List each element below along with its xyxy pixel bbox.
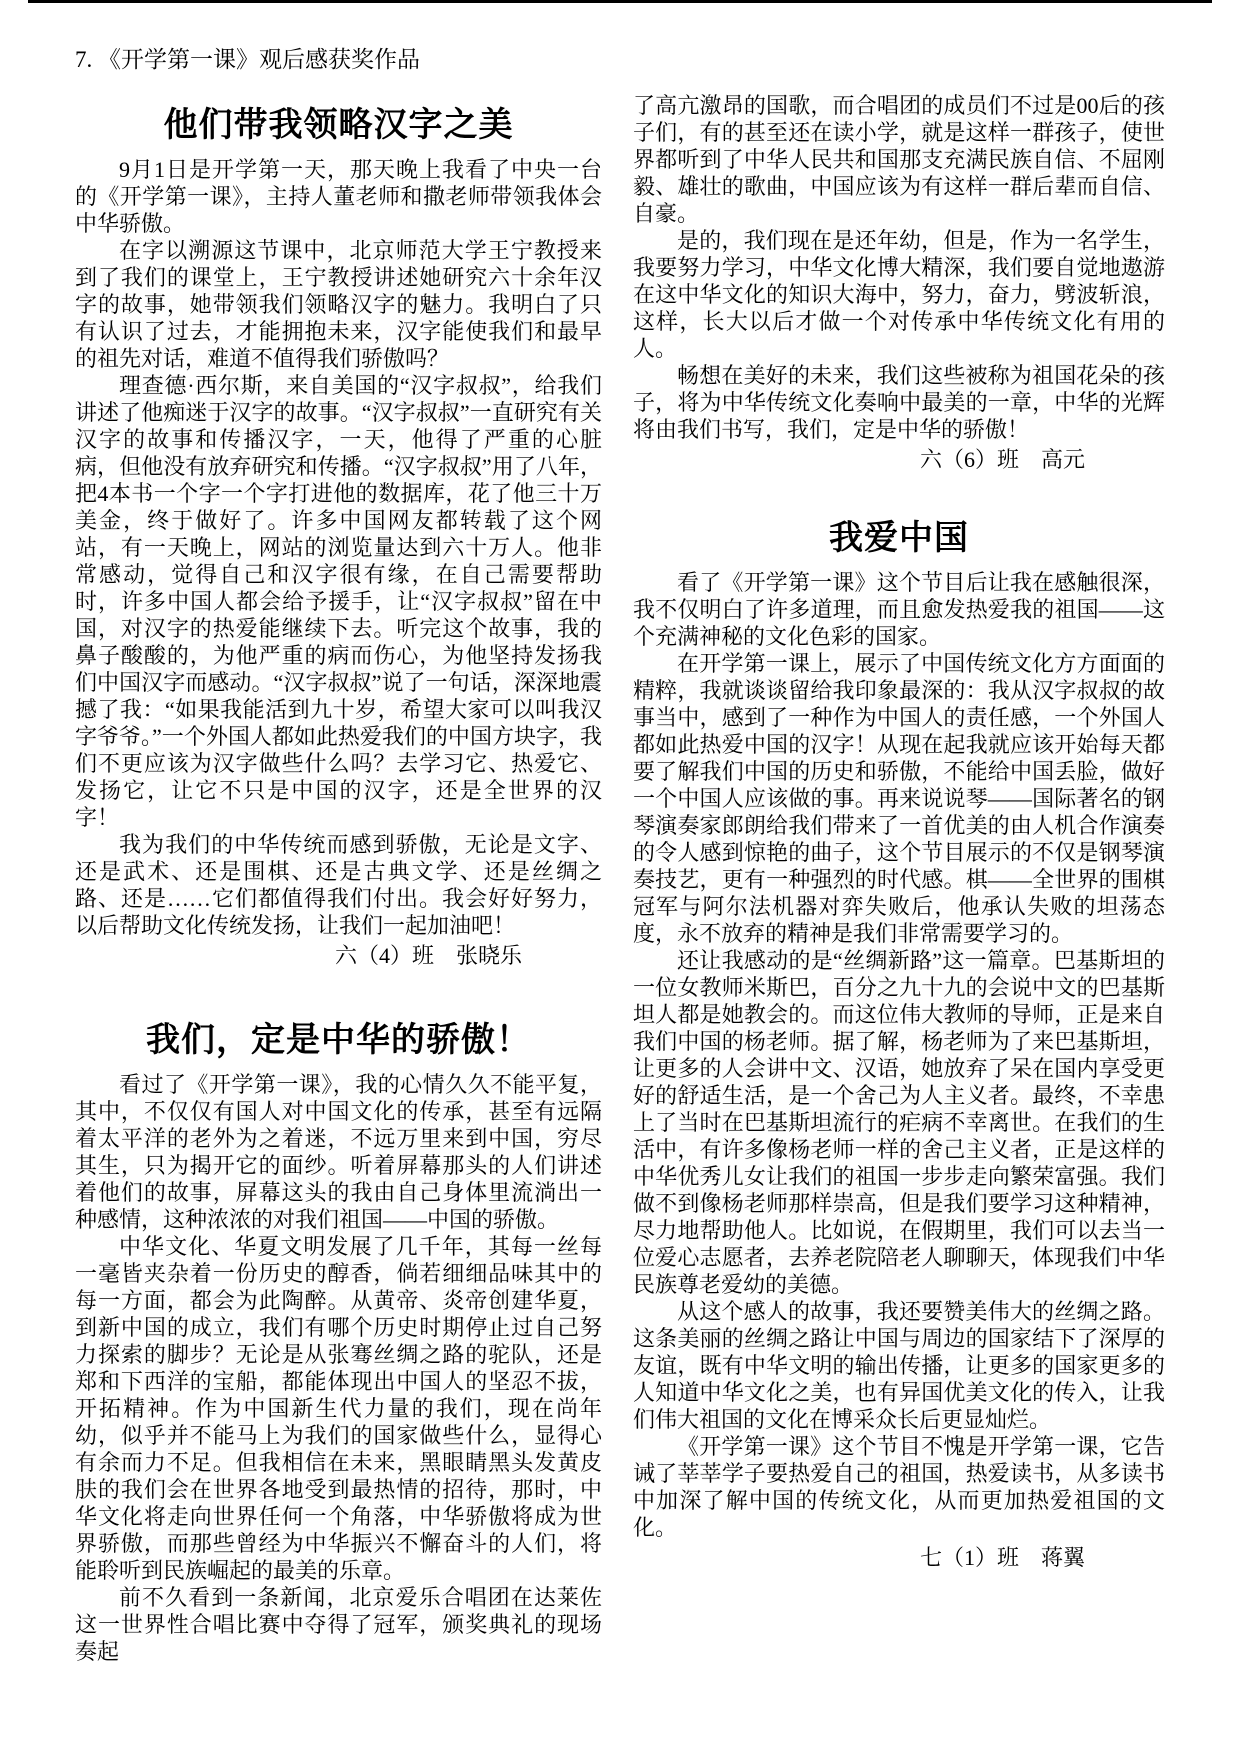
essay2-paragraph-3-right: 了高亢激昂的国歌，而合唱团的成员们不过是00后的孩子们，有的甚至还在读小学，就是这样一群孩子，使世界都听到了中华人民共和国那支充满民族自信、不屈刚毅、雄壮的歌曲，中国应该为有这样一群后辈而自信、自豪。 xyxy=(633,93,1165,226)
top-rule xyxy=(28,0,1212,3)
essay2-signature: 六（6）班 高元 xyxy=(919,447,1085,472)
essay3-paragraph-2: 在开学第一课上，展示了中国传统文化方方面面的精粹，我就谈谈留给我印象最深的：我从汉字叔叔的故事当中，感到了一种作为中国人的责任感，一个外国人都如此热爱中国的汉字！从现在起我就应该开始每天都要了解我们中国的历史和骄傲，不能给中国丢脸，做好一个中国人应该做的事。再来说说琴——国际著名的钢琴演奏家郎朗给我们带来了一首优美的由人机合作演奏的令人感到惊艳的曲子，这个节目展示的不仅是钢琴演奏技艺，更有一种强烈的时代感。棋——全世界的围棋冠军与阿尔法机器对弈失败后，他承认失败的坦荡态度，永不放弃的精神是我们非常需要学习的。 xyxy=(633,651,1165,946)
left-column xyxy=(75,96,602,1665)
essay3-title: 我爱中国 xyxy=(829,520,969,557)
right-column xyxy=(633,92,1165,1571)
essay1-paragraph-2: 在字以溯源这节课中，北京师范大学王宁教授来到了我们的课堂上，王宁教授讲述她研究六十余年汉字的故事，她带领我们领略汉字的魅力。我明白了只有认识了过去，才能拥抱未来，汉字能使我们和最早的祖先对话，难道不值得我们骄傲吗？ xyxy=(75,238,602,371)
essay2-title: 我们，定是中华的骄傲！ xyxy=(146,1022,531,1059)
essay3-signature: 七（1）班 蒋翼 xyxy=(919,1545,1085,1570)
essay3-paragraph-1: 看了《开学第一课》这个节目后让我在感触很深，我不仅明白了许多道理，而且愈发热爱我的祖国——这个充满神秘的文化色彩的国家。 xyxy=(633,570,1165,649)
essay3-paragraph-4: 从这个感人的故事，我还要赞美伟大的丝绸之路。这条美丽的丝绸之路让中国与周边的国家结下了深厚的友谊，既有中华文明的输出传播，让更多的国家更多的人知道中华文化之美，也有异国优美文化的传入，让我们伟大祖国的文化在博采众长后更显灿烂。 xyxy=(633,1299,1165,1432)
essay2-paragraph-2: 中华文化、华夏文明发展了几千年，其每一丝每一毫皆夹杂着一份历史的醇香，倘若细细品味其中的每一方面，都会为此陶醉。从黄帝、炎帝创建华夏，到新中国的成立，我们有哪个历史时期停止过自己努力探索的脚步？无论是从张骞丝绸之路的驼队，还是郑和下西洋的宝船，都能体现出中国人的坚忍不拔，开拓精神。作为中国新生代力量的我们，现在尚年幼，似乎并不能马上为我们的国家做些什么，显得心有余而力不足。但我相信在未来，黑眼睛黑头发黄皮肤的我们会在世界各地受到最热情的招待，那时，中华文化将走向世界任何一个角落，中华骄傲将成为世界骄傲，而那些曾经为中华振兴不懈奋斗的人们，将能聆听到民族崛起的最美的乐章。 xyxy=(75,1234,602,1583)
essay1-paragraph-3: 理查德·西尔斯，来自美国的“汉字叔叔”，给我们讲述了他痴迷于汉字的故事。“汉字叔叔”一直研究有关汉字的故事和传播汉字，一天，他得了严重的心脏病，但他没有放弃研究和传播。“汉字叔叔”用了八年，把4本书一个字一个字打进他的数据库，花了他三十万美金，终于做好了。许多中国网友都转载了这个网站，有一天晚上，网站的浏览量达到六十万人。他非常感动，觉得自己和汉字很有缘，在自己需要帮助时，许多中国人都会给予援手，让“汉字叔叔”留在中国，对汉字的热爱能继续下去。听完这个故事，我的鼻子酸酸的，为他严重的病而伤心，为他坚持发扬我们中国汉字而感动。“汉字叔叔”说了一句话，深深地震撼了我：“如果我能活到九十岁，希望大家可以叫我汉字爷爷。”一个外国人都如此热爱我们的中国方块字，我们不更应该为汉字做些什么吗？去学习它、热爱它、发扬它，让它不只是中国的汉字，还是全世界的汉字！ xyxy=(75,373,602,830)
essay1-paragraph-1: 9月1日是开学第一天，那天晚上我看了中央一台的《开学第一课》，主持人董老师和撒老师带领我体会中华骄傲。 xyxy=(75,157,602,236)
essay2-paragraph-1: 看过了《开学第一课》，我的心情久久不能平复，其中，不仅仅有国人对中国文化的传承，甚至有远隔着太平洋的老外为之着迷，不远万里来到中国，穷尽其生，只为揭开它的面纱。听着屏幕那头的人们讲述着他们的故事，屏幕这头的我由自己身体里流淌出一种感情，这种浓浓的对我们祖国——中国的骄傲。 xyxy=(75,1072,602,1232)
essay1-title: 他们带我领略汉字之美 xyxy=(163,107,514,144)
essay2-paragraph-5: 畅想在美好的未来，我们这些被称为祖国花朵的孩子，将为中华传统文化奏响中最美的一章，中华的光辉将由我们书写，我们，定是中华的骄傲！ xyxy=(633,363,1165,442)
essay2-paragraph-3-left: 前不久看到一条新闻，北京爱乐合唱团在达莱佐这一世界性合唱比赛中夺得了冠军，颁奖典礼的现场奏起 xyxy=(75,1585,602,1664)
page-header: 7. 《开学第一课》观后感获奖作品 xyxy=(75,47,420,72)
essay1-signature: 六（4）班 张晓乐 xyxy=(334,943,522,968)
essay3-paragraph-5: 《开学第一课》这个节目不愧是开学第一课，它告诫了莘莘学子要热爱自己的祖国，热爱读书，从多读书中加深了解中国的传统文化，从而更加热爱祖国的文化。 xyxy=(633,1434,1165,1540)
essay3-paragraph-3: 还让我感动的是“丝绸新路”这一篇章。巴基斯坦的一位女教师米斯巴，百分之九十九的会说中文的巴基斯坦人都是她教会的。而这位伟大教师的导师，正是来自我们中国的杨老师。据了解，杨老师为了来巴基斯坦，让更多的人会讲中文、汉语，她放弃了呆在国内享受更好的舒适生活，是一个舍己为人主义者。最终，不幸患上了当时在巴基斯坦流行的疟病不幸离世。在我们的生活中，有许多像杨老师一样的舍己主义者，正是这样的中华优秀儿女让我们的祖国一步步走向繁荣富强。我们做不到像杨老师那样崇高，但是我们要学习这种精神，尽力地帮助他人。比如说，在假期里，我们可以去当一位爱心志愿者，去养老院陪老人聊聊天，体现我们中华民族尊老爱幼的美德。 xyxy=(633,948,1165,1297)
essay1-paragraph-4: 我为我们的中华传统而感到骄傲，无论是文字、还是武术、还是围棋、还是古典文学、还是丝绸之路、还是……它们都值得我们付出。我会好好努力，以后帮助文化传统发扬，让我们一起加油吧！ xyxy=(75,832,602,938)
essay2-paragraph-4: 是的，我们现在是还年幼，但是，作为一名学生，我要努力学习，中华文化博大精深，我们要自觉地遨游在这中华文化的知识大海中，努力，奋力，劈波斩浪，这样，长大以后才做一个对传承中华传统文化有用的人。 xyxy=(633,228,1165,361)
